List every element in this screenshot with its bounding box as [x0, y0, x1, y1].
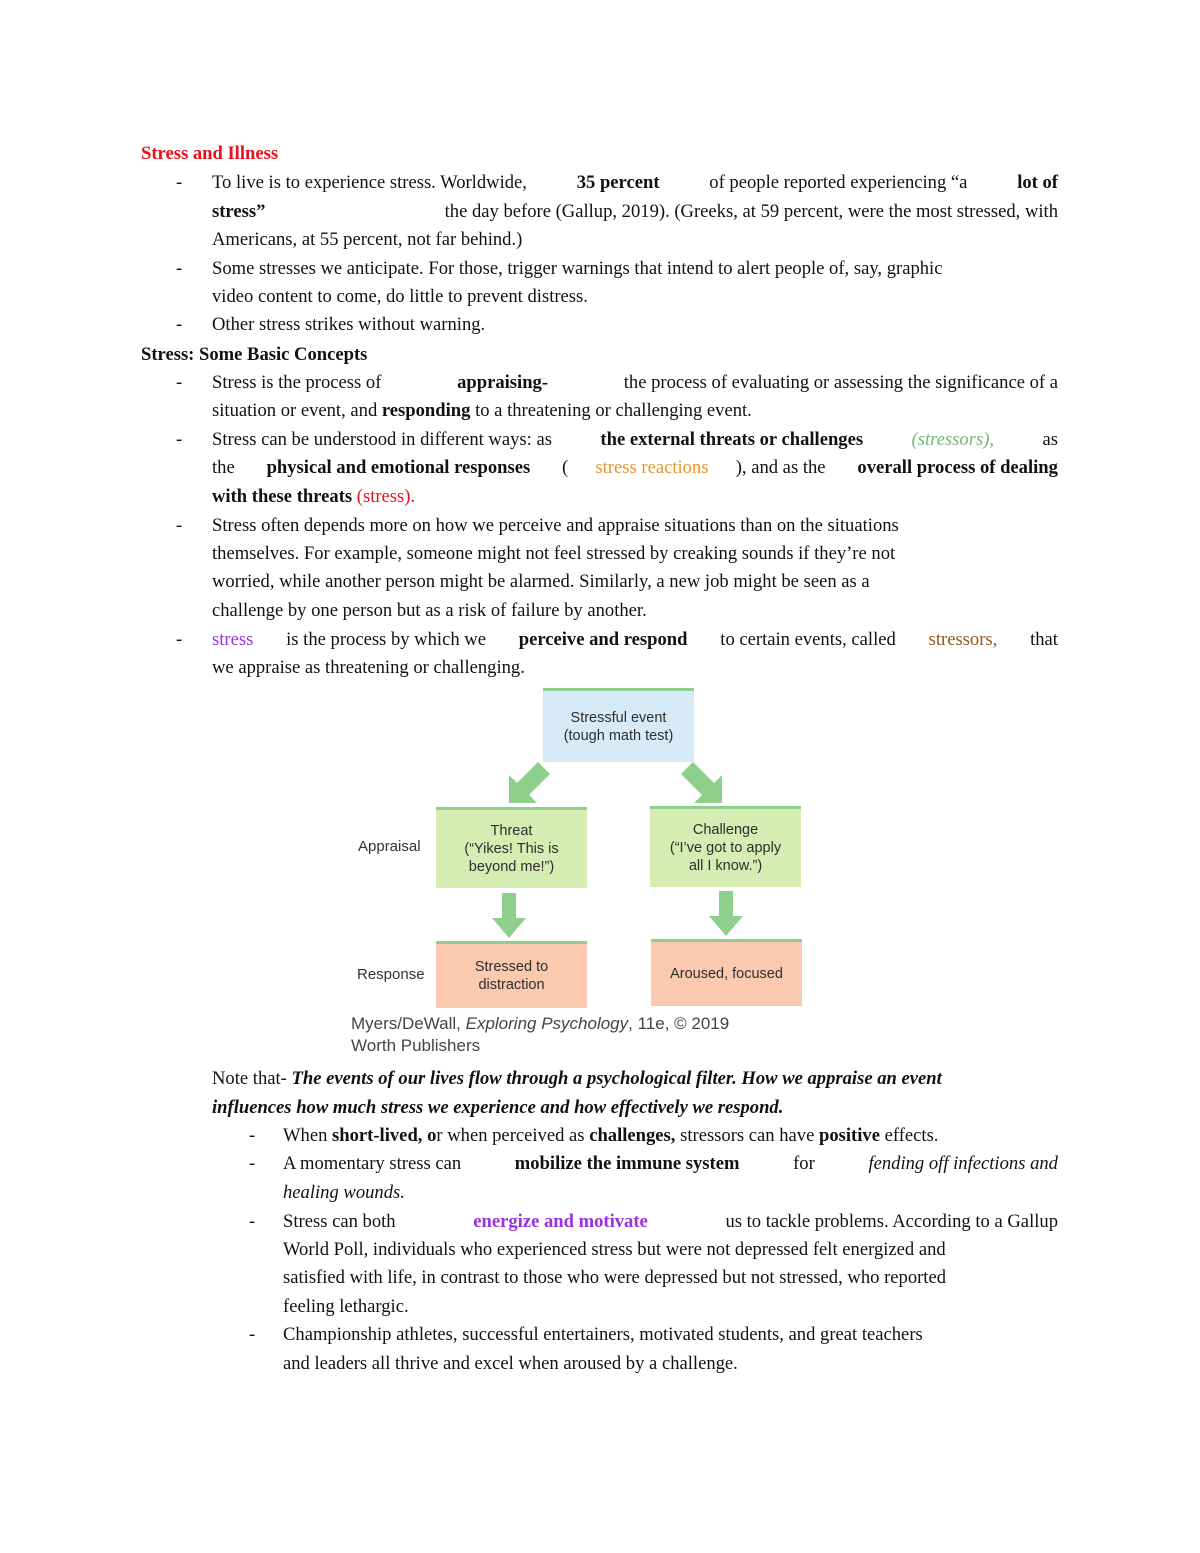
bullet-dash: - — [176, 372, 183, 393]
box-text: distraction — [478, 977, 545, 993]
bullet-dash: - — [249, 1211, 256, 1232]
text-run: the — [212, 457, 240, 478]
box-text: all I know.”) — [688, 858, 763, 874]
text-run: satisfied with life, in contrast to those who were depressed but not stressed, who reported — [283, 1267, 947, 1288]
response-label: Response — [357, 966, 425, 983]
text-run: Championship athletes, successful entertainers, motivated students, and great teachers — [283, 1324, 923, 1345]
box-text: Threat — [490, 823, 533, 839]
stressful-event-box — [543, 688, 694, 762]
text-run: A momentary stress can — [283, 1153, 466, 1174]
text-bold-purple: energize and motivate — [473, 1211, 648, 1232]
paragraph-line — [283, 1211, 1058, 1233]
text-stress-red: (stress). — [352, 486, 416, 507]
section-title-basic-concepts: Stress: Some Basic Concepts — [141, 344, 368, 365]
text-run: themselves. For example, someone might not feel stressed by creaking sounds if they’re not — [212, 543, 896, 564]
text-run: World Poll, individuals who experienced stress but were not depressed felt energized and — [283, 1239, 946, 1260]
paragraph-line: feeling lethargic. — [283, 1296, 409, 1317]
figure-credit — [351, 1013, 729, 1057]
text-stressors-brown: stressors, — [928, 629, 998, 650]
bullet-dash: - — [176, 515, 183, 536]
box-text: (“Yikes! This is — [464, 841, 559, 857]
box-text: Challenge — [692, 822, 759, 838]
paragraph-line: video content to come, do little to prevent distress. — [212, 286, 588, 307]
bullet-dash: - — [249, 1153, 256, 1174]
text-run: situation or event, and — [212, 400, 382, 421]
bullet-dash: - — [249, 1324, 256, 1345]
paragraph-line: Americans, at 55 percent, not far behind.) — [212, 229, 523, 250]
credit-publisher: Worth Publishers — [351, 1036, 481, 1055]
box-text: (“I’ve got to apply — [669, 840, 782, 856]
box-text: beyond me!”) — [468, 859, 555, 875]
paragraph-line: challenge by one person but as a risk of failure by another. — [212, 600, 647, 621]
text-run: Stress is the process of — [212, 372, 387, 393]
text-run: ( — [557, 457, 569, 478]
threat-response-box — [436, 941, 587, 1008]
text-bold: mobilize the immune system — [514, 1153, 740, 1174]
text-run: stressors can have — [675, 1125, 819, 1146]
arrow-to-threat-response — [492, 893, 526, 938]
threat-box — [436, 807, 587, 888]
bullet-dash: - — [176, 172, 183, 193]
bullet-dash: - — [176, 629, 183, 650]
bullet-dash: - — [176, 429, 183, 450]
credit-text: Myers/DeWall, — [351, 1014, 466, 1033]
paragraph-line: we appraise as threatening or challenging. — [212, 657, 525, 678]
text-run: us to tackle problems. According to a Gallup — [720, 1211, 1058, 1232]
appraisal-label: Appraisal — [358, 838, 421, 855]
text-run: r when perceived as — [436, 1125, 590, 1146]
text-run: ), and as the — [735, 457, 831, 478]
text-bold: stress” — [212, 201, 266, 222]
paragraph-line: Other stress strikes without warning. — [212, 314, 486, 335]
paragraph-line — [283, 1153, 1058, 1175]
paragraph-line — [283, 1125, 938, 1147]
text-bold: the external threats or challenges — [600, 429, 864, 450]
box-text: Stressful event — [570, 709, 667, 726]
text-bold: positive — [819, 1125, 880, 1146]
text-bold: appraising- — [457, 372, 549, 393]
box-text: Aroused, focused — [670, 966, 783, 982]
bullet-dash: - — [249, 1125, 256, 1146]
text-run: Stress can be understood in different ways: as — [212, 429, 557, 450]
text-bold: lot of — [1017, 172, 1058, 193]
text-stressors-green: (stressors), — [906, 429, 995, 450]
paragraph-line — [283, 1239, 1058, 1261]
text-run: is the process by which we — [281, 629, 491, 650]
section-title-stress-and-illness: Stress and Illness — [141, 143, 279, 164]
credit-book-title: Exploring Psychology — [465, 1014, 629, 1033]
arrow-to-threat — [509, 762, 550, 803]
text-bold: short-lived, o — [332, 1125, 437, 1146]
text-run: worried, while another person might be alarmed. Similarly, a new job might be seen as a — [212, 571, 870, 592]
note-line: influences how much stress we experience and how effectively we respond. — [212, 1097, 784, 1118]
text-run: to a threatening or challenging event. — [470, 400, 752, 421]
bullet-dash: - — [176, 258, 183, 279]
paragraph-line: healing wounds. — [283, 1182, 405, 1203]
text-run: Stress can both — [283, 1211, 401, 1232]
text-bold: challenges, — [589, 1125, 676, 1146]
text-bold: responding — [381, 400, 471, 421]
note-line — [212, 1068, 942, 1090]
text-run: for — [788, 1153, 820, 1174]
paragraph-line: and leaders all thrive and excel when aroused by a challenge. — [283, 1353, 738, 1374]
text-italic: fending off infections and — [868, 1153, 1058, 1174]
text-run: effects. — [879, 1125, 939, 1146]
text-bold-italic: The events of our lives flow through a psychological filter. How we appraise an event — [291, 1068, 942, 1089]
text-run: When — [283, 1125, 333, 1146]
arrow-to-challenge-response — [709, 891, 743, 936]
text-run: To live is to experience stress. Worldwide, — [212, 172, 532, 193]
text-bold: with these threats — [212, 486, 353, 507]
paragraph-line — [283, 1267, 1058, 1289]
text-run: of people reported experiencing “a — [704, 172, 973, 193]
bullet-dash: - — [176, 314, 183, 335]
box-text: Stressed to — [474, 959, 549, 975]
text-bold: overall process of dealing — [857, 457, 1058, 478]
text-stress-reactions-orange: stress reactions — [595, 457, 709, 478]
text-run: the process of evaluating or assessing the significance of a — [619, 372, 1058, 393]
text-stress-purple: stress — [212, 629, 254, 650]
challenge-box — [650, 806, 801, 887]
box-text: (tough math test) — [563, 727, 674, 744]
text-bold: 35 percent — [576, 172, 660, 193]
arrow-to-challenge — [681, 762, 722, 803]
text-run: Note that- — [212, 1068, 292, 1089]
text-bold: perceive and respond — [518, 629, 688, 650]
text-run: Stress often depends more on how we perceive and appraise situations than on the situations — [212, 515, 899, 536]
text-run: the day before (Gallup, 2019). (Greeks, at 59 percent, were the most stressed, with — [439, 201, 1058, 222]
text-bold: physical and emotional responses — [266, 457, 531, 478]
credit-text: , 11e, © 2019 — [628, 1014, 730, 1033]
challenge-response-box — [651, 939, 802, 1006]
text-run: to certain events, called — [715, 629, 901, 650]
paragraph-line: Some stresses we anticipate. For those, trigger warnings that intend to alert people of, say, graphic — [212, 258, 943, 279]
text-run: as — [1037, 429, 1058, 450]
text-run: that — [1025, 629, 1058, 650]
paragraph-line — [283, 1324, 1058, 1346]
